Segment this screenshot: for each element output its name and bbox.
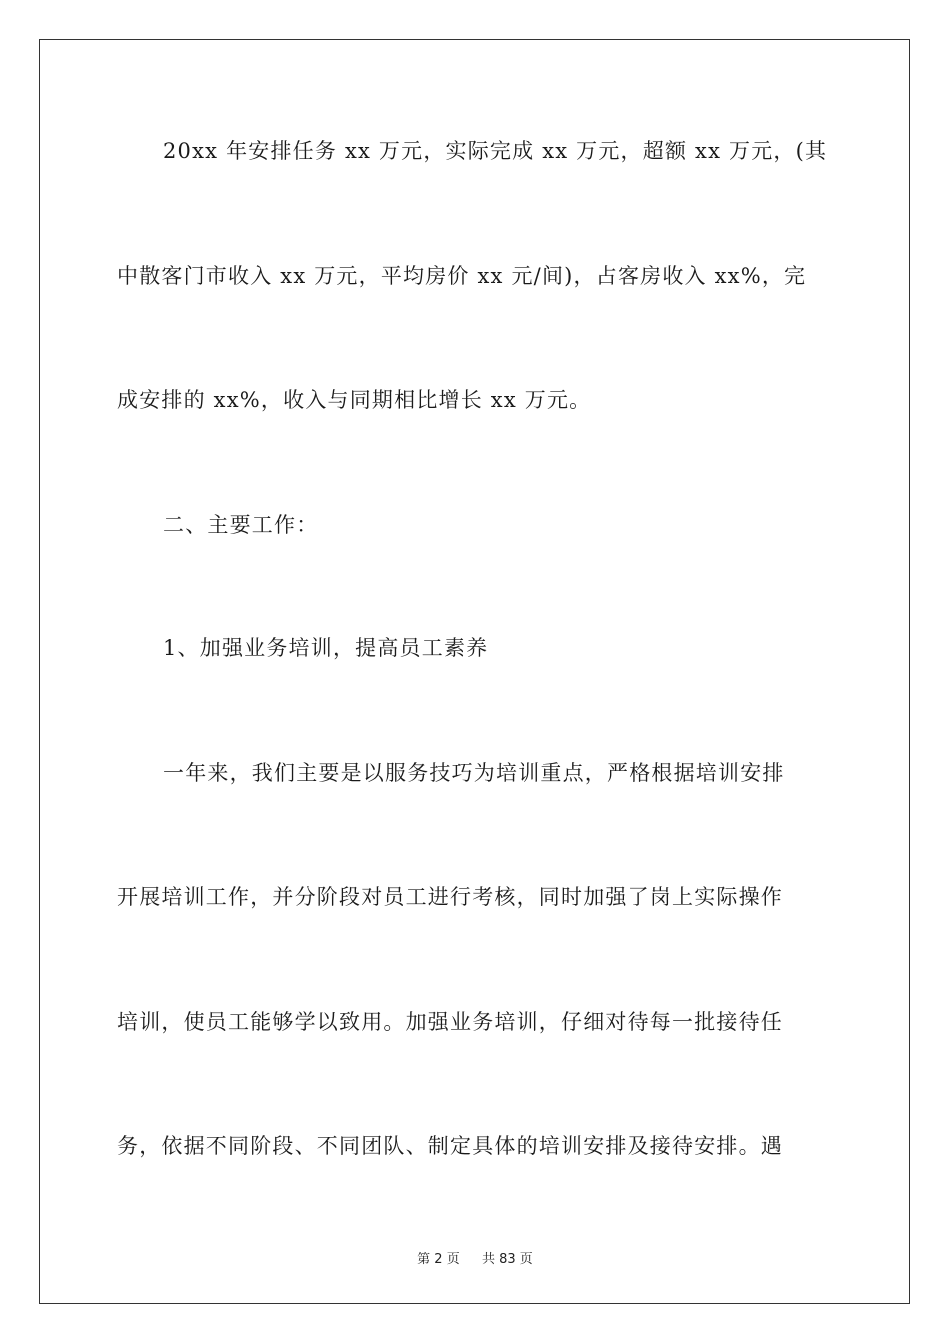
page-footer [0,1248,950,1267]
paragraph-line: 中散客门市收入 xx 万元，平均房价 xx 元/间)，占客房收入 xx%，完 [117,264,807,288]
paragraph-line: 开展培训工作，并分阶段对员工进行考核，同时加强了岗上实际操作 [117,885,783,909]
subsection-heading: 1、加强业务培训，提高员工素养 [163,636,489,660]
paragraph-line: 成安排的 xx%，收入与同期相比增长 xx 万元。 [117,388,592,412]
section-heading: 二、主要工作： [163,513,319,537]
page-total: 共 83 页 [482,1252,533,1267]
paragraph-line: 培训，使员工能够学以致用。加强业务培训，仔细对待每一批接待任 [117,1010,783,1034]
page-border [39,39,910,1304]
paragraph-line: 一年来，我们主要是以服务技巧为培训重点，严格根据培训安排 [163,761,785,785]
paragraph-line: 20xx 年安排任务 xx 万元，实际完成 xx 万元，超额 xx 万元，(其 [163,139,828,163]
page-number: 第 2 页 [417,1252,460,1267]
paragraph-line: 务，依据不同阶段、不同团队、制定具体的培训安排及接待安排。遇 [117,1134,783,1158]
